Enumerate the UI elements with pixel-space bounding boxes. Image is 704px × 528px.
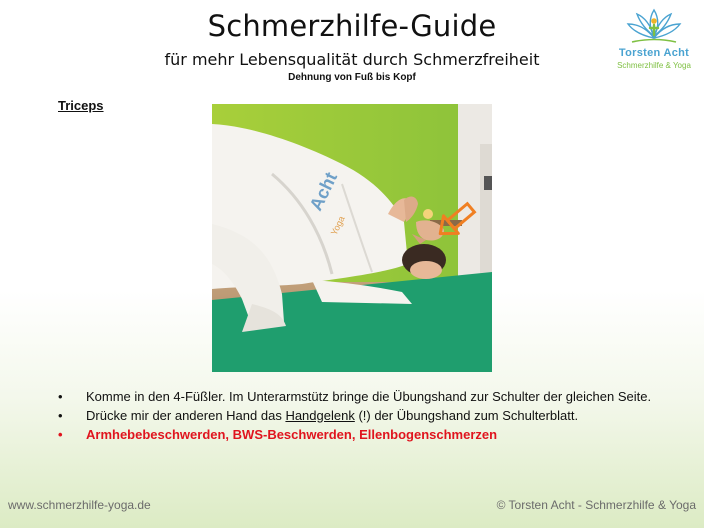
- lotus-icon: [624, 6, 684, 48]
- bullet-marker: •: [58, 427, 63, 442]
- section-heading: Triceps: [58, 98, 104, 113]
- shirt-print-bottom: Yoga: [328, 214, 347, 237]
- wrist-link[interactable]: Handgelenk: [285, 408, 355, 423]
- list-item: [58, 427, 658, 443]
- footer-copyright: © Torsten Acht - Schmerzhilfe & Yoga: [496, 498, 696, 512]
- bullet-marker: •: [58, 389, 63, 404]
- logo-tagline: Schmerzhilfe & Yoga: [617, 61, 691, 70]
- page-subsubtitle: Dehnung von Fuß bis Kopf: [288, 72, 416, 83]
- bullet-marker: •: [58, 408, 63, 423]
- list-item: [58, 389, 658, 405]
- logo-name: Torsten Acht: [618, 47, 690, 59]
- indication-list: Armhebebeschwerden, BWS-Beschwerden, Ellenbogenschmerzen: [86, 427, 498, 442]
- instruction-step-2-before: Drücke mir der anderen Hand das: [86, 408, 286, 423]
- footer-website[interactable]: www.schmerzhilfe-yoga.de: [8, 498, 151, 512]
- brand-logo: [612, 6, 696, 76]
- page-subtitle: für mehr Lebensqualität durch Schmerzfreiheit: [164, 50, 540, 69]
- shirt-print-top: Acht: [305, 169, 342, 214]
- instruction-step-1: Komme in den 4-Füßler. Im Unterarmstütz bringe die Übungshand zur Schulter der gleichen Seite.: [86, 389, 652, 404]
- page-title: Schmerzhilfe-Guide: [207, 9, 497, 43]
- instruction-step-2-after: (!) der Übungshand zum Schulterblatt.: [354, 408, 579, 423]
- exercise-photo: [212, 104, 492, 372]
- exercise-illustration: [212, 104, 492, 372]
- list-item: [58, 408, 658, 424]
- instruction-list: [58, 389, 658, 446]
